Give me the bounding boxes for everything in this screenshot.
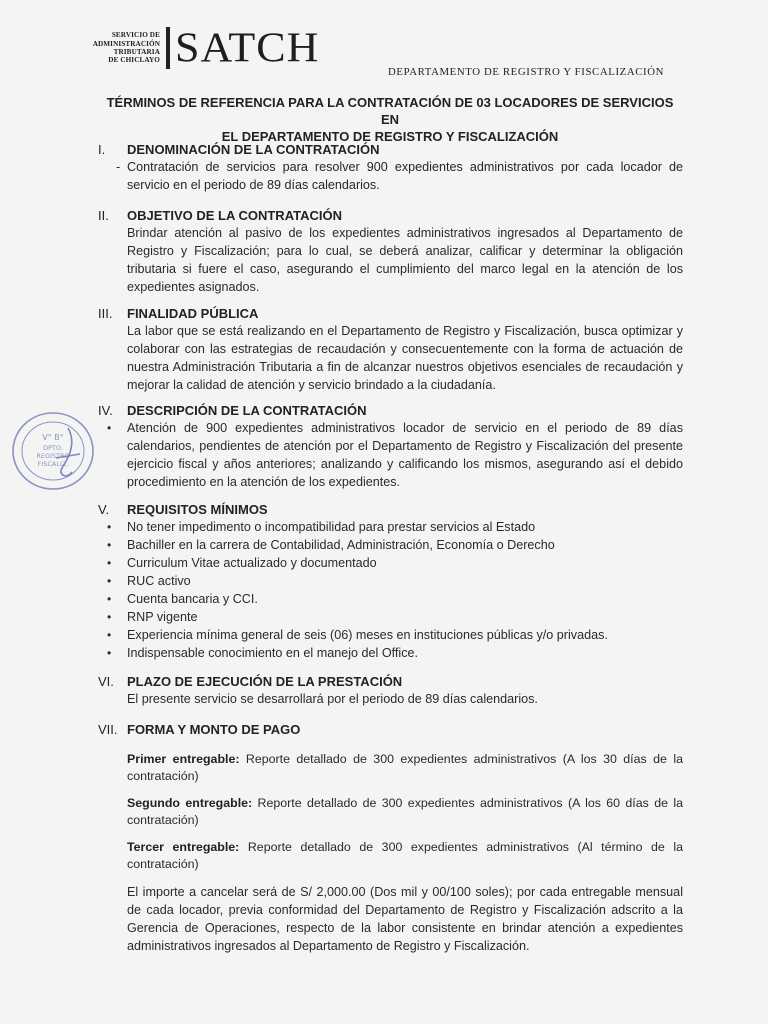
bullet-marker: • <box>107 610 112 624</box>
section-title: PLAZO DE EJECUCIÓN DE LA PRESTACIÓN <box>127 674 403 689</box>
bullet-marker: • <box>107 421 112 435</box>
dash-marker: - <box>116 160 121 174</box>
list-item <box>116 158 683 194</box>
deliverable-label: Primer entregable: <box>127 752 240 766</box>
list-item <box>107 644 683 662</box>
seal-text-line: FISCALIZ. <box>37 460 69 468</box>
department-header: DEPARTAMENTO DE REGISTRO Y FISCALIZACIÓN <box>388 66 665 78</box>
deliverable-text: Reporte detallado de 300 expedientes administrativos (A los 30 días de la contratación) <box>127 752 683 783</box>
section-title: DESCRIPCIÓN DE LA CONTRATACIÓN <box>127 403 367 418</box>
deliverable-item <box>127 795 683 829</box>
logo-line: SERVICIO DE <box>111 31 160 40</box>
section-descripcion <box>98 402 683 491</box>
bullet-marker: • <box>107 556 112 570</box>
list-item <box>107 608 683 626</box>
bullet-marker: • <box>107 646 112 660</box>
section-text: Contratación de servicios para resolver 900 expedientes administrativos por cada locador de servicio en el periodo de 89 días calendarios. <box>127 160 683 192</box>
section-number: VI. <box>98 674 114 689</box>
section-denominacion <box>98 141 683 194</box>
logo-subtitle <box>88 31 160 65</box>
section-number: I. <box>98 142 106 157</box>
requirement-text: Indispensable conocimiento en el manejo del Office. <box>127 646 419 660</box>
section-heading <box>98 721 683 738</box>
seal-text-line: V° B° <box>42 433 64 442</box>
satch-logo <box>88 26 319 70</box>
list-item <box>107 626 683 644</box>
section-title: OBJETIVO DE LA CONTRATACIÓN <box>127 208 342 223</box>
section-text: Brindar atención al pasivo de los expedientes administrativos ingresados al Departamento de Registro y Fiscalización; para lo cual, se deberá analizar, calificar y determinar la obligación tributaria si fuere el caso, asegurando el cumplimiento del marco legal en la atención de los expedientes asignados. <box>127 226 683 294</box>
logo-wordmark: SATCH <box>175 24 320 71</box>
requirement-text: Bachiller en la carrera de Contabilidad, Administración, Economía o Derecho <box>127 538 555 552</box>
section-number: III. <box>98 306 113 321</box>
section-title: FINALIDAD PÚBLICA <box>127 306 259 321</box>
section-title: REQUISITOS MÍNIMOS <box>127 502 268 517</box>
section-text: El presente servicio se desarrollará por el periodo de 89 días calendarios. <box>127 692 538 706</box>
title-line: TÉRMINOS DE REFERENCIA PARA LA CONTRATACIÓN DE 03 LOCADORES DE SERVICIOS EN <box>106 95 674 127</box>
requirement-text: RNP vigente <box>127 610 198 624</box>
payment-closing-text: El importe a cancelar será de S/ 2,000.00 (Dos mil y 00/100 soles); por cada entregable mensual de cada locador, previa conformidad del Departamento de Registro y Fiscalización adscrito a la Gerencia de Operaciones, respecto de la labor consistente en brindar atención a expedientes administrativos ingresados al Departamento de Registro y Fiscalización. <box>127 885 683 953</box>
requirement-text: Curriculum Vitae actualizado y documentado <box>127 556 377 570</box>
section-text: La labor que se está realizando en el Departamento de Registro y Fiscalización, busca optimizar y colaborar con las estrategias de recaudación y consecuentemente con la forma de actuación de nuestra Administración Tributaria a fin de alcanzar nuestros objetivos esenciales de recaudación y mejorar la calidad de atención y servicio brindado a la ciudadanía. <box>127 324 683 392</box>
logo-divider <box>166 27 170 69</box>
section-heading <box>98 207 683 224</box>
requirement-text: No tener impedimento o incompatibilidad para prestar servicios al Estado <box>127 520 536 534</box>
section-heading <box>98 673 683 690</box>
requirement-text: Cuenta bancaria y CCI. <box>127 592 258 606</box>
section-plazo <box>98 673 683 708</box>
deliverable-label: Tercer entregable: <box>127 840 240 854</box>
description-list <box>98 419 683 491</box>
section-heading <box>98 501 683 518</box>
bullet-marker: • <box>107 592 112 606</box>
section-title: DENOMINACIÓN DE LA CONTRATACIÓN <box>127 142 380 157</box>
title-line: EL DEPARTAMENTO DE REGISTRO Y FISCALIZACIÓN <box>221 129 559 144</box>
requirement-text: Experiencia mínima general de seis (06) meses en instituciones públicas y/o privadas. <box>127 628 608 642</box>
list-item <box>107 590 683 608</box>
logo-line: DE CHICLAYO <box>108 56 160 65</box>
section-number: VII. <box>98 722 118 737</box>
section-number: IV. <box>98 403 113 418</box>
bullet-marker: • <box>107 574 112 588</box>
section-heading <box>98 305 683 322</box>
requirement-text: RUC activo <box>127 574 191 588</box>
seal-text-line: REGISTRO <box>36 452 70 460</box>
section-objetivo <box>98 207 683 296</box>
bullet-marker: • <box>107 538 112 552</box>
list-item <box>107 518 683 536</box>
section-forma-pago <box>98 721 683 955</box>
section-requisitos <box>98 501 683 662</box>
deliverable-text: Reporte detallado de 300 expedientes administrativos (A los 60 días de la contratación) <box>127 796 683 827</box>
section-heading <box>98 141 683 158</box>
seal-text-line: DPTO. <box>43 444 63 452</box>
list-item <box>107 572 683 590</box>
list-item <box>107 554 683 572</box>
section-number: V. <box>98 502 110 517</box>
section-finalidad <box>98 305 683 394</box>
deliverable-item <box>127 839 683 873</box>
section-title: FORMA Y MONTO DE PAGO <box>127 722 301 737</box>
bullet-marker: • <box>107 520 112 534</box>
deliverable-label: Segundo entregable: <box>127 796 253 810</box>
list-item <box>107 536 683 554</box>
official-stamp-icon <box>10 408 96 494</box>
logo-line: ADMINISTRACIÓN <box>92 39 160 48</box>
logo-line: TRIBUTARIA <box>113 48 160 56</box>
section-heading <box>98 402 683 419</box>
list-item <box>107 419 683 491</box>
section-number: II. <box>98 208 109 223</box>
bullet-marker: • <box>107 628 112 642</box>
deliverable-item <box>127 751 683 785</box>
requirements-list <box>98 518 683 662</box>
deliverable-text: Reporte detallado de 300 expedientes administrativos (Al término de la contratación) <box>127 840 683 871</box>
document-title <box>100 94 680 145</box>
section-text: Atención de 900 expedientes administrativos locador de servicio en el periodo de 89 días calendarios, pendientes de atención por el Departamento de Registro y Fiscalización del presente ejercicio fiscal y años anteriores; analizando y calificando los mismos, asegurando así el debido procedimiento en la atención de los expedientes. <box>127 421 683 489</box>
